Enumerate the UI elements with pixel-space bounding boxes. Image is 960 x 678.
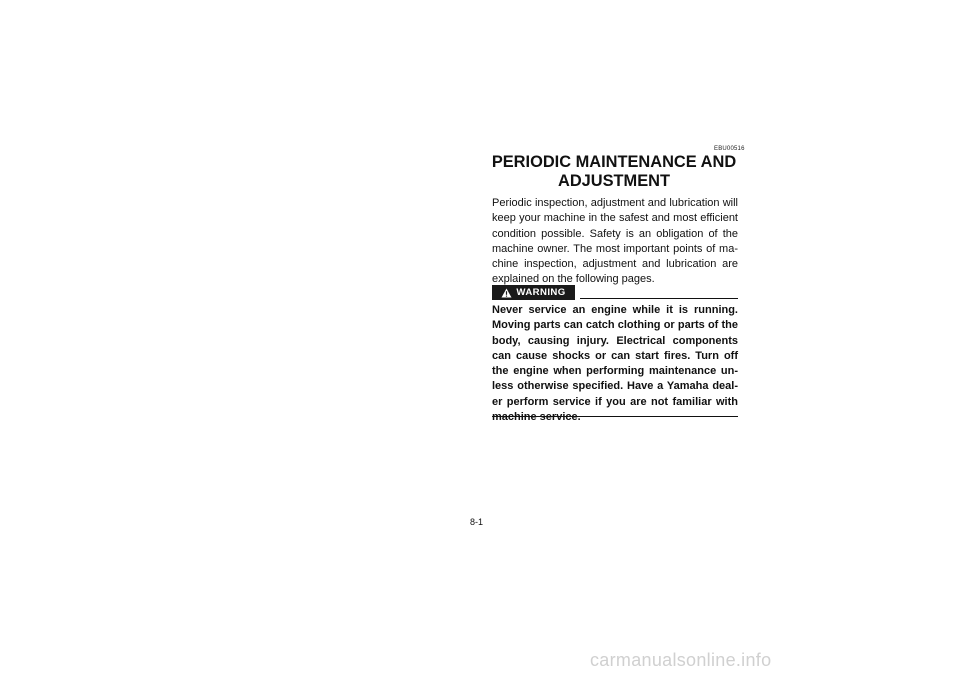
title-line-2: ADJUSTMENT: [557, 172, 670, 190]
page-title: [490, 153, 738, 191]
section-code: EBU00516: [714, 146, 745, 152]
warning-badge: [492, 285, 575, 300]
warning-label: WARNING: [516, 287, 566, 298]
title-line-1: PERIODIC MAINTENANCE AND: [491, 153, 737, 171]
watermark: carmanualsonline.info: [590, 650, 772, 670]
warning-triangle-icon: [501, 288, 512, 298]
intro-paragraph: Periodic inspection, adjustment and lubrication will keep your machine in the safest and most efficient condition possible. Safety is an obligation of the machine owner. The most important points of ma-chine inspection, adjustment and lubrication are explained on the following pages.: [492, 197, 738, 286]
page-number: 8-1: [470, 517, 484, 527]
warning-rule-bottom: [492, 416, 738, 417]
warning-rule-top: [580, 298, 738, 299]
warning-text: Never service an engine while it is running. Moving parts can catch clothing or parts of the body, causing injury. Electrical components can cause shocks or can start fires. Turn off the engine when performing maintenance un-less otherwise specified. Have a Yamaha deal-er perform service if you are not familiar with machine service.: [492, 304, 738, 424]
